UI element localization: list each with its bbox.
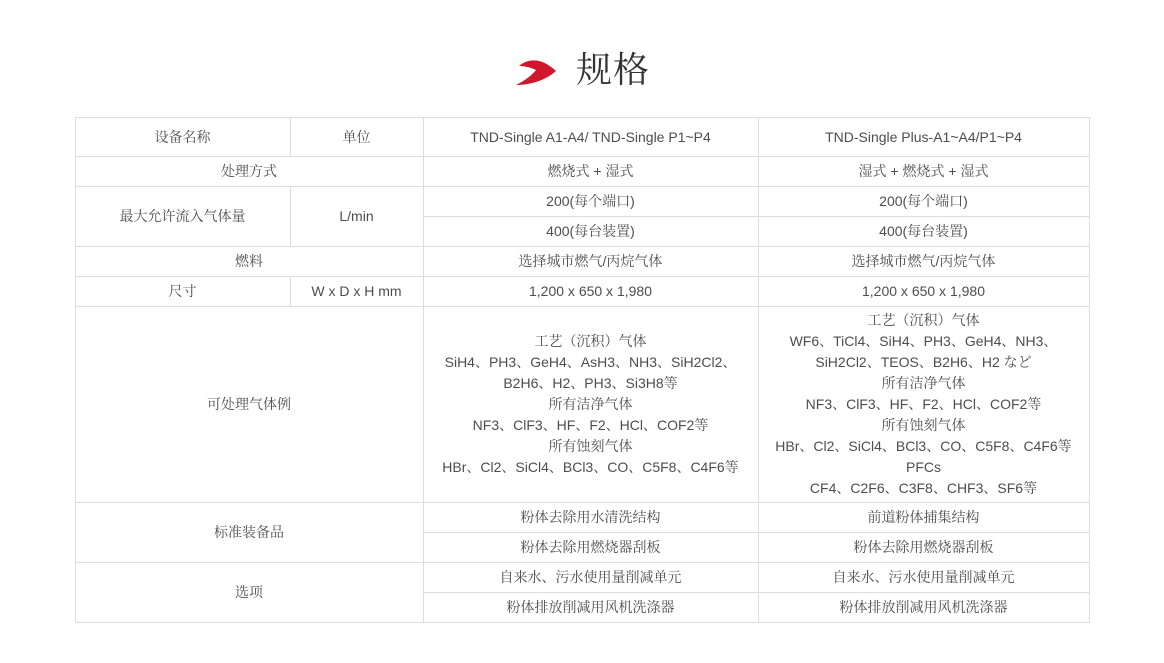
gases-value-b — [758, 307, 1089, 503]
table-row-standard-1 — [75, 503, 1089, 533]
gas-line: HBr、Cl2、SiCl4、BCl3、CO、C5F8、C4F6等 — [775, 438, 1072, 454]
table-row-treatment — [75, 157, 1089, 187]
gas-line: SiH4、PH3、GeH4、AsH3、NH3、SiH2Cl2、 — [444, 354, 737, 370]
max-flow-port-b: 200(每个端口) — [758, 187, 1089, 217]
gas-line: CF4、C2F6、C3F8、CHF3、SF6等 — [809, 480, 1038, 496]
dimensions-value-a: 1,200 x 650 x 1,980 — [423, 277, 758, 307]
table-row-gases — [75, 307, 1089, 503]
max-flow-port-a: 200(每个端口) — [423, 187, 758, 217]
gas-line: 工艺（沉积）气体 — [534, 333, 647, 349]
options-row2-a: 粉体排放削减用风机洗涤器 — [423, 593, 758, 623]
dimensions-value-b: 1,200 x 650 x 1,980 — [758, 277, 1089, 307]
table-row-dimensions — [75, 277, 1089, 307]
treatment-value-b: 湿式 + 燃烧式 + 湿式 — [758, 157, 1089, 187]
section-header — [0, 0, 1164, 95]
gas-line: 所有洁净气体 — [881, 375, 966, 391]
gas-line: B2H6、H2、PH3、Si3H8等 — [503, 375, 678, 391]
gas-line: 所有洁净气体 — [548, 396, 633, 412]
standard-row1-a: 粉体去除用水清洗结构 — [423, 503, 758, 533]
options-label: 选项 — [75, 563, 423, 623]
treatment-label: 处理方式 — [75, 157, 423, 187]
options-row1-a: 自来水、污水使用量削减单元 — [423, 563, 758, 593]
header-device-name: 设备名称 — [75, 118, 290, 157]
table-row-options-1 — [75, 563, 1089, 593]
gas-line: 工艺（沉积）气体 — [867, 312, 980, 328]
treatment-value-a: 燃烧式 + 湿式 — [423, 157, 758, 187]
gas-line: HBr、Cl2、SiCl4、BCl3、CO、C5F8、C4F6等 — [442, 459, 739, 475]
fuel-label: 燃料 — [75, 247, 423, 277]
spec-table — [75, 117, 1090, 623]
gas-line: WF6、TiCl4、SiH4、PH3、GeH4、NH3、 — [789, 333, 1058, 349]
fuel-value-a: 选择城市燃气/丙烷气体 — [423, 247, 758, 277]
gases-label: 可处理气体例 — [75, 307, 423, 503]
gas-line: NF3、ClF3、HF、F2、HCl、COF2等 — [472, 417, 709, 433]
gas-line: NF3、ClF3、HF、F2、HCl、COF2等 — [805, 396, 1042, 412]
header-model-b: TND-Single Plus-A1~A4/P1~P4 — [758, 118, 1089, 157]
standard-row2-a: 粉体去除用燃烧器刮板 — [423, 533, 758, 563]
table-row-header — [75, 118, 1089, 157]
max-flow-device-a: 400(每台装置) — [423, 217, 758, 247]
header-model-a: TND-Single A1-A4/ TND-Single P1~P4 — [423, 118, 758, 157]
header-unit: 单位 — [290, 118, 423, 157]
options-row1-b: 自来水、污水使用量削减单元 — [758, 563, 1089, 593]
gas-line: 所有蚀刻气体 — [881, 417, 966, 433]
gas-line: PFCs — [906, 459, 941, 475]
fuel-value-b: 选择城市燃气/丙烷气体 — [758, 247, 1089, 277]
max-flow-device-b: 400(每台装置) — [758, 217, 1089, 247]
page-title: 规格 — [575, 48, 650, 90]
options-row2-b: 粉体排放削减用风机洗涤器 — [758, 593, 1089, 623]
brand-swoosh-icon — [514, 54, 560, 88]
dimensions-unit: W x D x H mm — [290, 277, 423, 307]
standard-row2-b: 粉体去除用燃烧器刮板 — [758, 533, 1089, 563]
standard-row1-b: 前道粉体捕集结构 — [758, 503, 1089, 533]
standard-equipment-label: 标准装备品 — [75, 503, 423, 563]
gas-line: 所有蚀刻气体 — [548, 438, 633, 454]
dimensions-label: 尺寸 — [75, 277, 290, 307]
gases-value-a — [423, 307, 758, 503]
table-row-fuel — [75, 247, 1089, 277]
max-flow-label: 最大允许流入气体量 — [75, 187, 290, 247]
max-flow-unit: L/min — [290, 187, 423, 247]
table-row-max-flow-port — [75, 187, 1089, 217]
gas-line: SiH2Cl2、TEOS、B2H6、H2 など — [815, 354, 1032, 370]
